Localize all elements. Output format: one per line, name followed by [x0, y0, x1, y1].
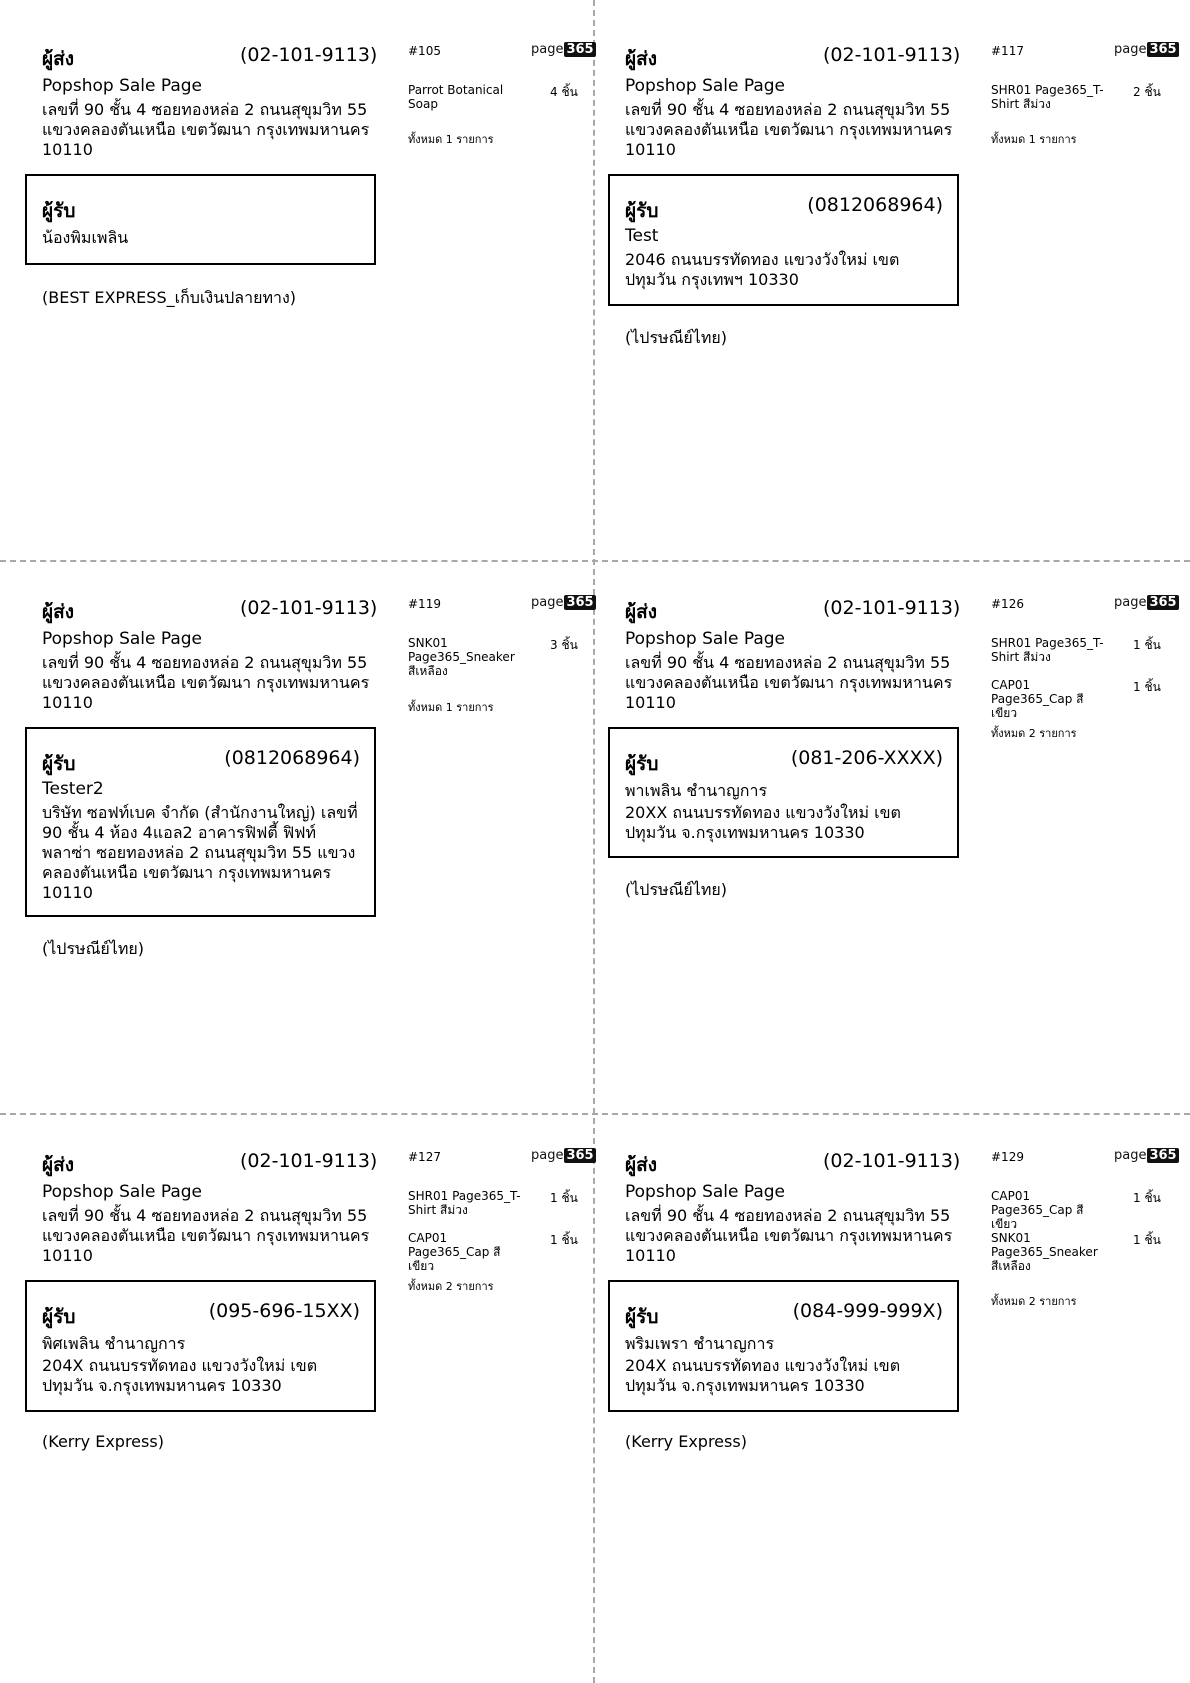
receiver-phone: (081-206-XXXX) — [790, 747, 943, 769]
logo-number: 365 — [1149, 595, 1177, 610]
receiver-phone: (084-999-999X) — [792, 1300, 943, 1322]
item-quantity: 4 ชิ้น — [550, 85, 578, 99]
receiver-name: พาเพลิน ชำนาญการ — [625, 781, 768, 800]
order-number: #117 — [991, 44, 1024, 58]
item-quantity: 1 ชิ้น — [550, 1233, 578, 1247]
receiver-title: ผู้รับ — [625, 200, 659, 222]
page365-logo — [1114, 42, 1179, 57]
receiver-address: บริษัท ซอฟท์เบค จำกัด (สำนักงานใหญ่) เลขที่ 90 ชั้น 4 ห้อง 4แอล2 อาคารฟิฟตี้ ฟิฟท์ พลาซ่า ซอยทองหล่อ 2 ถนนสุขุมวิท 55 แขวงคลองตันเหนือ เขตวัฒนา กรุงเทพมหานคร 10110 — [42, 803, 358, 902]
item-name: SHR01 Page365_T-Shirt สีม่วง — [991, 83, 1104, 111]
receiver-address: 2046 ถนนบรรทัดทอง แขวงวังใหม่ เขตปทุมวัน กรุงเทพฯ 10330 — [625, 250, 900, 289]
receiver-phone: (0812068964) — [224, 747, 360, 769]
receiver-box — [608, 727, 959, 858]
sender-title: ผู้ส่ง — [625, 48, 658, 70]
item-name: CAP01 Page365_Cap สีเขียว — [991, 678, 1084, 720]
sender-address: เลขที่ 90 ชั้น 4 ซอยทองหล่อ 2 ถนนสุขุมวิท 55 แขวงคลองตันเหนือ เขตวัฒนา กรุงเทพมหานคร 10110 — [42, 1206, 370, 1265]
courier-name: (ไปรษณีย์ไทย) — [625, 328, 728, 347]
item-quantity: 1 ชิ้น — [1133, 638, 1161, 652]
sender-phone: (02-101-9113) — [823, 1150, 961, 1172]
receiver-box — [608, 1280, 959, 1412]
order-number: #126 — [991, 597, 1024, 611]
shipping-label — [583, 1106, 1177, 1666]
receiver-box — [25, 727, 376, 917]
logo-number: 365 — [1149, 42, 1177, 57]
receiver-name: น้องพิมเพลิน — [42, 228, 129, 247]
item-name: SNK01 Page365_Sneaker สีเหลือง — [991, 1231, 1098, 1273]
order-number: #127 — [408, 1150, 441, 1164]
item-name: Parrot Botanical Soap — [408, 83, 504, 111]
logo-text: page — [1114, 595, 1147, 610]
logo-text: page — [531, 42, 564, 57]
item-name: SHR01 Page365_T-Shirt สีม่วง — [408, 1189, 521, 1217]
logo-text: page — [531, 595, 564, 610]
items-total: ทั้งหมด 2 รายการ — [408, 1280, 494, 1293]
receiver-address: 20XX ถนนบรรทัดทอง แขวงวังใหม่ เขตปทุมวัน จ.กรุงเทพมหานคร 10330 — [625, 803, 901, 842]
item-name: SHR01 Page365_T-Shirt สีม่วง — [991, 636, 1104, 664]
sender-name: Popshop Sale Page — [625, 629, 786, 649]
receiver-box — [608, 174, 959, 306]
sender-name: Popshop Sale Page — [625, 76, 786, 96]
order-number: #105 — [408, 44, 441, 58]
item-quantity: 1 ชิ้น — [1133, 1191, 1161, 1205]
receiver-name: Tester2 — [42, 779, 104, 799]
receiver-title: ผู้รับ — [42, 1306, 76, 1328]
item-name: SNK01 Page365_Sneaker สีเหลือง — [408, 636, 515, 678]
logo-text: page — [1114, 42, 1147, 57]
receiver-title: ผู้รับ — [42, 200, 76, 222]
sender-title: ผู้ส่ง — [42, 48, 75, 70]
sender-title: ผู้ส่ง — [42, 1154, 75, 1176]
receiver-name: พิศเพลิน ชำนาญการ — [42, 1334, 186, 1353]
receiver-name: พริมเพรา ชำนาญการ — [625, 1334, 775, 1353]
items-total: ทั้งหมด 1 รายการ — [991, 133, 1077, 146]
sender-address: เลขที่ 90 ชั้น 4 ซอยทองหล่อ 2 ถนนสุขุมวิท 55 แขวงคลองตันเหนือ เขตวัฒนา กรุงเทพมหานคร 10110 — [42, 100, 370, 159]
item-quantity: 2 ชิ้น — [1133, 85, 1161, 99]
items-total: ทั้งหมด 1 รายการ — [408, 701, 494, 714]
sender-address: เลขที่ 90 ชั้น 4 ซอยทองหล่อ 2 ถนนสุขุมวิท 55 แขวงคลองตันเหนือ เขตวัฒนา กรุงเทพมหานคร 10110 — [625, 1206, 953, 1265]
receiver-title: ผู้รับ — [625, 1306, 659, 1328]
sender-name: Popshop Sale Page — [42, 629, 203, 649]
sender-title: ผู้ส่ง — [625, 601, 658, 623]
courier-name: (ไปรษณีย์ไทย) — [625, 880, 728, 899]
receiver-address: 204X ถนนบรรทัดทอง แขวงวังใหม่ เขตปทุมวัน จ.กรุงเทพมหานคร 10330 — [42, 1356, 318, 1395]
shipping-label — [0, 1106, 594, 1666]
receiver-box — [25, 174, 376, 265]
receiver-phone: (0812068964) — [807, 194, 943, 216]
sender-name: Popshop Sale Page — [625, 1182, 786, 1202]
receiver-name: Test — [625, 226, 659, 246]
page365-logo — [1114, 595, 1179, 610]
receiver-phone: (095-696-15XX) — [208, 1300, 360, 1322]
item-quantity: 3 ชิ้น — [550, 638, 578, 652]
order-number: #119 — [408, 597, 441, 611]
sender-phone: (02-101-9113) — [240, 597, 378, 619]
page365-logo — [1114, 1148, 1179, 1163]
receiver-title: ผู้รับ — [625, 753, 659, 775]
sender-phone: (02-101-9113) — [240, 1150, 378, 1172]
receiver-address: 204X ถนนบรรทัดทอง แขวงวังใหม่ เขตปทุมวัน จ.กรุงเทพมหานคร 10330 — [625, 1356, 901, 1395]
courier-name: (Kerry Express) — [625, 1432, 747, 1451]
logo-number: 365 — [1149, 1148, 1177, 1163]
item-name: CAP01 Page365_Cap สีเขียว — [408, 1231, 501, 1273]
logo-number: 365 — [566, 595, 594, 610]
shipping-label — [583, 0, 1177, 560]
item-quantity: 1 ชิ้น — [1133, 680, 1161, 694]
sender-address: เลขที่ 90 ชั้น 4 ซอยทองหล่อ 2 ถนนสุขุมวิท 55 แขวงคลองตันเหนือ เขตวัฒนา กรุงเทพมหานคร 10110 — [625, 100, 953, 159]
courier-name: (BEST EXPRESS_เก็บเงินปลายทาง) — [42, 288, 297, 307]
items-total: ทั้งหมด 1 รายการ — [408, 133, 494, 146]
order-number: #129 — [991, 1150, 1024, 1164]
courier-name: (ไปรษณีย์ไทย) — [42, 939, 145, 958]
item-quantity: 1 ชิ้น — [550, 1191, 578, 1205]
shipping-label — [0, 553, 594, 1113]
items-total: ทั้งหมด 2 รายการ — [991, 727, 1077, 740]
logo-text: page — [1114, 1148, 1147, 1163]
items-total: ทั้งหมด 2 รายการ — [991, 1295, 1077, 1308]
receiver-box — [25, 1280, 376, 1412]
sender-address: เลขที่ 90 ชั้น 4 ซอยทองหล่อ 2 ถนนสุขุมวิท 55 แขวงคลองตันเหนือ เขตวัฒนา กรุงเทพมหานคร 10110 — [625, 653, 953, 712]
item-quantity: 1 ชิ้น — [1133, 1233, 1161, 1247]
sender-title: ผู้ส่ง — [625, 1154, 658, 1176]
courier-name: (Kerry Express) — [42, 1432, 164, 1451]
shipping-label — [0, 0, 594, 560]
item-name: CAP01 Page365_Cap สีเขียว — [991, 1189, 1084, 1231]
sender-phone: (02-101-9113) — [823, 597, 961, 619]
sender-address: เลขที่ 90 ชั้น 4 ซอยทองหล่อ 2 ถนนสุขุมวิท 55 แขวงคลองตันเหนือ เขตวัฒนา กรุงเทพมหานคร 10110 — [42, 653, 370, 712]
sender-name: Popshop Sale Page — [42, 76, 203, 96]
sender-phone: (02-101-9113) — [823, 44, 961, 66]
sender-title: ผู้ส่ง — [42, 601, 75, 623]
shipping-label — [583, 553, 1177, 1113]
logo-number: 365 — [566, 42, 594, 57]
logo-number: 365 — [566, 1148, 594, 1163]
sender-name: Popshop Sale Page — [42, 1182, 203, 1202]
sender-phone: (02-101-9113) — [240, 44, 378, 66]
receiver-title: ผู้รับ — [42, 753, 76, 775]
logo-text: page — [531, 1148, 564, 1163]
